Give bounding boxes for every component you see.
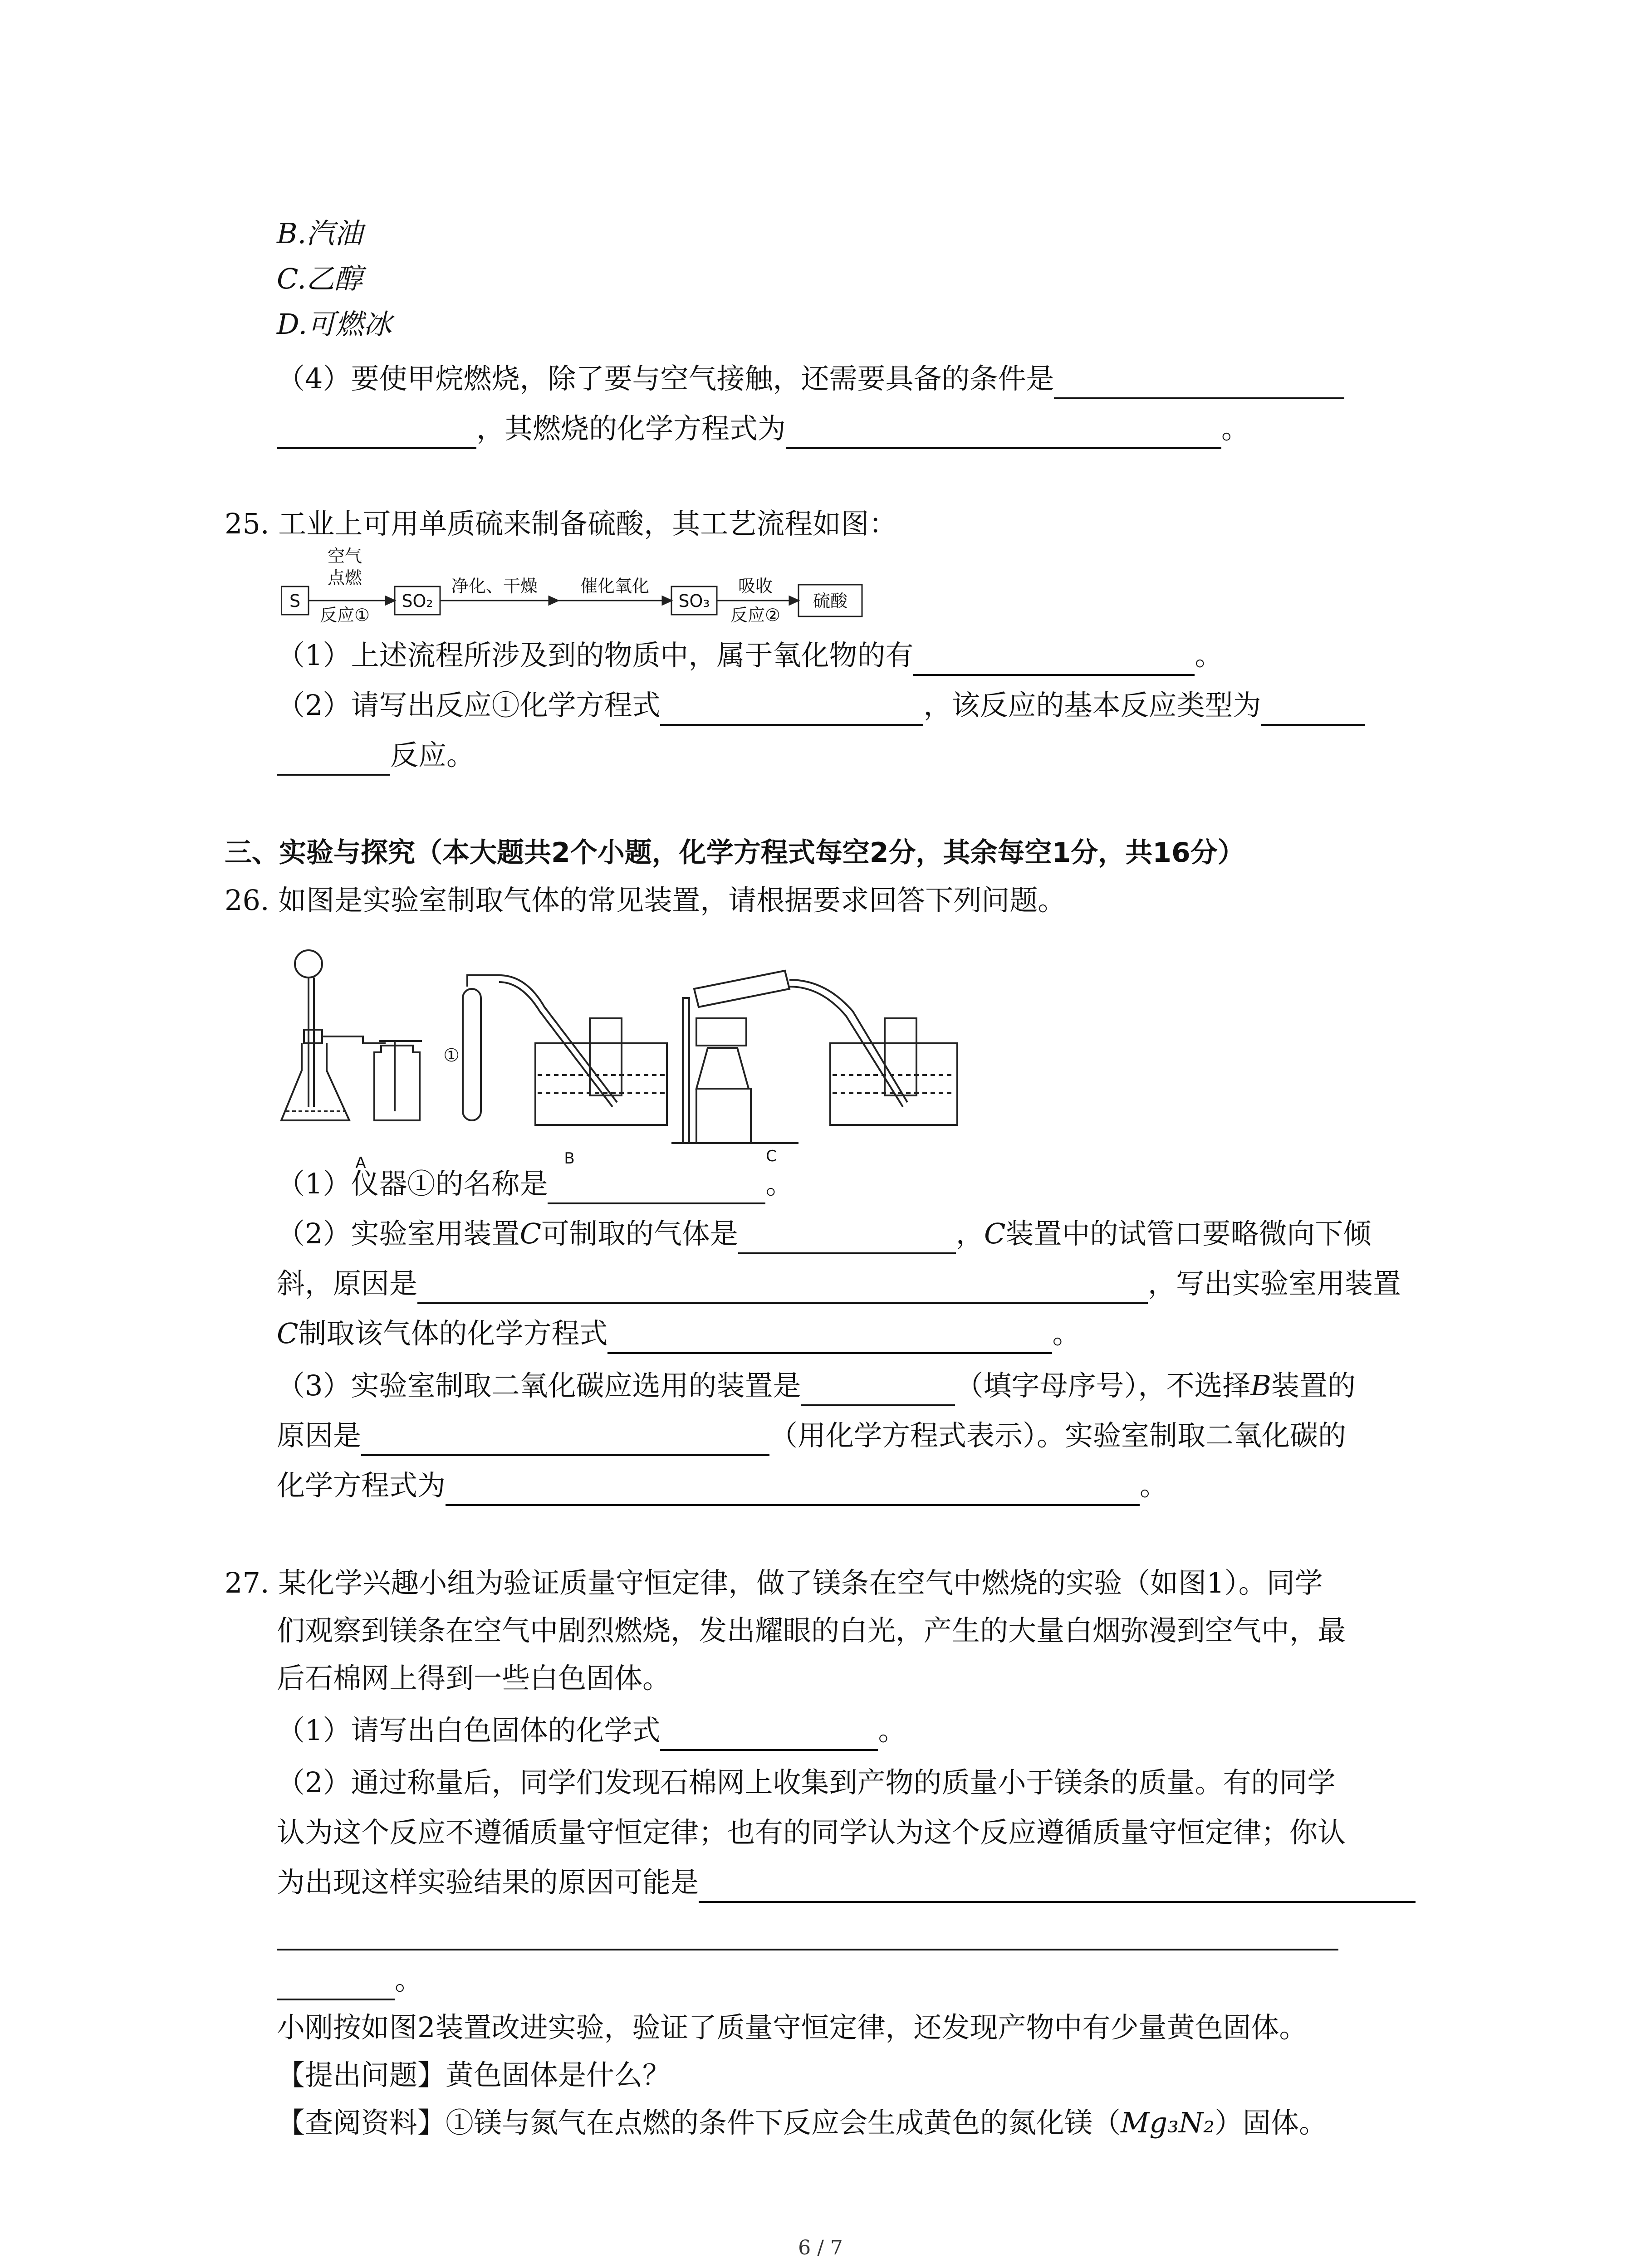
q25-sub2-line1: （2）请写出反应①化学方程式 ，该反应的基本反应类型为 [277,685,1365,726]
flow-step3: 催化氧化 [580,576,650,596]
answer-blank[interactable] [801,1373,955,1406]
apparatus-figure [272,939,998,1170]
q26-sub3-line3: 化学方程式为 。 [277,1465,1168,1506]
q27-sub2-line5: 。 [277,1960,423,2000]
answer-blank[interactable] [607,1320,1052,1354]
q27-stem-line3: 后石棉网上得到一些白色固体。 [277,1662,671,1695]
q24-sub4-line2: ，其燃烧的化学方程式为 。 [277,408,1249,449]
flow-step1-bot: 反应① [319,605,370,625]
label-c: C [766,1147,777,1165]
flow-s: S [289,591,301,611]
answer-blank[interactable] [446,1472,1140,1506]
q27-para2: 【提出问题】黄色固体是什么？ [277,2058,671,2092]
q27-sub2-line3: 为出现这样实验结果的原因可能是 [277,1862,1416,1903]
q27-sub2-line1: （2）通过称量后，同学们发现石棉网上收集到产物的质量小于镁条的质量。有的同学 [277,1766,1336,1799]
q26-sub2-line2: 斜，原因是 ，写出实验室用装置 [277,1263,1401,1304]
label-a: A [355,1154,366,1170]
answer-blank[interactable] [913,642,1195,676]
answer-blank[interactable] [361,1422,769,1456]
q27-stem-line1: 27. 某化学兴趣小组为验证质量守恒定律，做了镁条在空气中燃烧的实验（如图1）。同学 [225,1566,1323,1599]
answer-blank[interactable] [1261,692,1365,726]
instrument-marker: ① [443,1045,460,1066]
q25-sub2-line2: 反应。 [277,735,475,776]
answer-blank[interactable] [277,1967,395,2000]
answer-blank[interactable] [277,742,390,776]
q27-stem-line2: 们观察到镁条在空气中剧烈燃烧，发出耀眼的白光，产生的大量白烟弥漫到空气中，最 [277,1614,1346,1647]
answer-blank[interactable] [1054,366,1344,399]
option-c: C.乙醇 [277,262,362,295]
q26-sub2-line3: C制取该气体的化学方程式 。 [277,1313,1080,1354]
option-b: B.汽油 [277,217,363,250]
answer-blank[interactable] [277,1917,1338,1950]
q27-para3: 【查阅资料】①镁与氮气在点燃的条件下反应会生成黄色的氮化镁（Mg₃N₂）固体。 [277,2106,1327,2139]
apparatus-c [671,971,957,1143]
q27-sub1: （1）请写出白色固体的化学式 。 [277,1710,906,1751]
answer-blank[interactable] [660,1717,878,1751]
answer-blank[interactable] [417,1271,1148,1304]
answer-blank[interactable] [277,415,476,449]
q24-sub4-line1: （4）要使甲烷燃烧，除了要与空气接触，还需要具备的条件是 [277,358,1344,399]
q26-sub2-line1: （2）实验室用装置C可制取的气体是 ，C装置中的试管口要略微向下倾 [277,1213,1371,1254]
apparatus-b [463,975,667,1125]
flow-so3: SO₃ [678,591,710,611]
label-b: B [564,1149,575,1168]
answer-blank[interactable] [699,1869,1416,1903]
q26-sub1: （1）仪器①的名称是 。 [277,1163,794,1204]
q27-para1: 小刚按如图2装置改进实验，验证了质量守恒定律，还发现产物中有少量黄色固体。 [277,2011,1308,2044]
q25-sub1: （1）上述流程所涉及到的物质中，属于氧化物的有 。 [277,635,1223,676]
q26-sub3-line2: 原因是 （用化学方程式表示）。实验室制取二氧化碳的 [277,1415,1346,1456]
flow-step1-mid: 点燃 [327,568,362,588]
q25-stem: 25. 工业上可用单质硫来制备硫酸，其工艺流程如图： [225,507,897,540]
q27-sub2-line4 [277,1910,1338,1950]
answer-blank[interactable] [786,415,1221,449]
page-number: 6 / 7 [798,2236,843,2259]
q26-sub3-line1: （3）实验室制取二氧化碳应选用的装置是 （填字母序号），不选择B装置的 [277,1365,1356,1406]
answer-blank[interactable] [738,1221,956,1254]
flow-step2: 净化、干燥 [451,576,538,596]
flow-product: 硫酸 [813,591,848,611]
q26-stem: 26. 如图是实验室制取气体的常见装置，请根据要求回答下列问题。 [225,884,1066,917]
option-d: D.可燃冰 [277,308,392,341]
q27-sub2-line2: 认为这个反应不遵循质量守恒定律；也有的同学认为这个反应遵循质量守恒定律；你认 [277,1816,1346,1849]
flow-step4-bot: 反应② [730,605,781,625]
process-flow-diagram [281,547,871,637]
answer-blank[interactable] [548,1171,765,1204]
section-heading: 三、实验与探究（本大题共2个小题，化学方程式每空2分，其余每空1分，共16分） [225,837,1245,869]
flow-step1-top: 空气 [327,547,362,566]
answer-blank[interactable] [660,692,923,726]
flow-so2: SO₂ [402,591,433,611]
flow-step4-top: 吸收 [738,576,773,596]
apparatus-a [281,950,422,1120]
